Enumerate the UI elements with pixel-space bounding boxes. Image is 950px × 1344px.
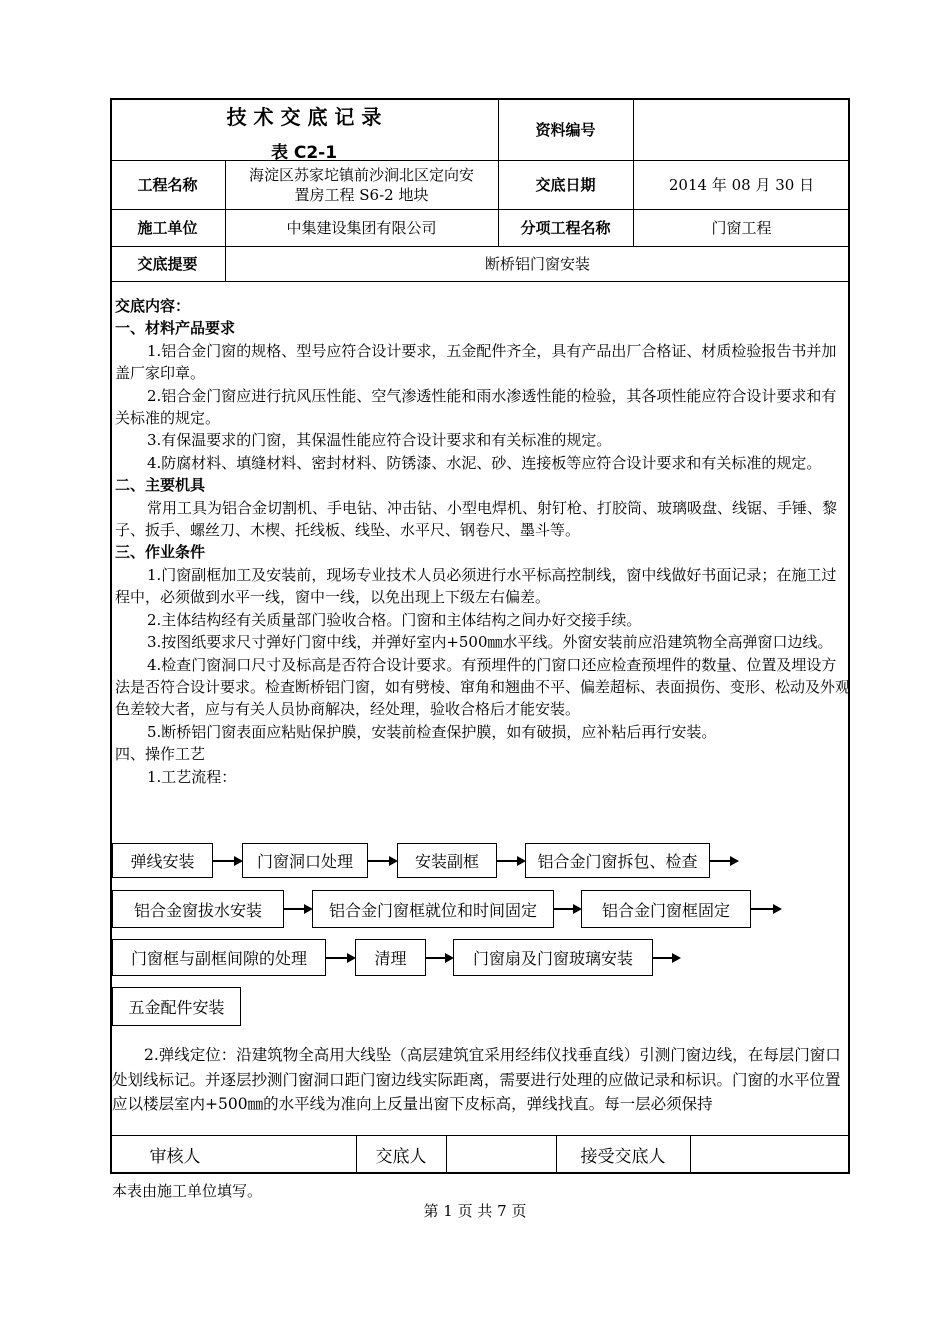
date-label: 交底日期	[535, 176, 596, 194]
col-divider	[690, 1135, 691, 1174]
paragraph: 3.有保温要求的门窗，其保温性能应符合设计要求和有关标准的规定。	[147, 431, 612, 450]
flow-step: 弹线安装	[112, 843, 213, 878]
unit-value: 中集建设集团有限公司	[286, 219, 437, 237]
flow-step: 门窗扇及门窗玻璃安装	[453, 939, 653, 976]
paragraph: 5.断桥铝门窗表面应粘贴保护膜，安装前检查保护膜，如有破损，应补粘后再行安装。	[147, 722, 717, 741]
section-heading: 三、作业条件	[115, 543, 206, 562]
flow-arrow	[554, 908, 574, 910]
receiver-label: 接受交底人	[580, 1147, 666, 1167]
summary-label: 交底提要	[137, 255, 198, 273]
doc-no-value	[633, 98, 850, 160]
project-value-line-2: 置房工程 S6-2 地块	[294, 185, 429, 204]
section-heading: 一、材料产品要求	[115, 319, 236, 338]
unit-label: 施工单位	[137, 219, 198, 237]
content-continued	[112, 1043, 850, 1116]
project-label: 工程名称	[137, 176, 198, 194]
flow-arrow	[284, 908, 305, 910]
content-body	[115, 295, 850, 788]
flow-arrow	[368, 860, 390, 862]
paragraph: 4.防腐材料、填缝材料、密封材料、防锈漆、水泥、砂、连接板等应符合设计要求和有关标准的规定。	[147, 453, 822, 472]
flow-step: 门窗洞口处理	[242, 843, 368, 878]
paragraph: 1.铝合金门窗的规格、型号应符合设计要求，五金配件齐全，具有产品出厂合格证、材质检验报告书并加盖厂家印章。	[115, 341, 837, 383]
summary-value: 断桥铝门窗安装	[484, 255, 590, 273]
form-number: 表 C2-1	[270, 143, 338, 163]
flow-step: 清理	[355, 939, 426, 976]
sub-project-value: 门窗工程	[711, 219, 772, 237]
paragraph: 2.铝合金门窗应进行抗风压性能、空气渗透性能和雨水渗透性能的检验，其各项性能应符合设计要求和有关标准的规定。	[115, 386, 837, 428]
section-heading: 二、主要机具	[115, 476, 206, 495]
paragraph: 2.主体结构经有关质量部门验收合格。门窗和主体结构之间办好交接手续。	[147, 610, 642, 629]
section-heading: 四、操作工艺	[115, 745, 206, 764]
paragraph: 2.弹线定位：沿建筑物全高用大线坠（高层建筑宜采用经纬仪找垂直线）引测门窗边线，在每层门窗口处划线标记。并逐层抄测门窗洞口距门窗边线实际距离，需要进行处理的应做记录和标识。门窗的水平位置应以楼层室内+500㎜的水平线为准向上反量出窗下皮标高，弹线找直。每一层必须保持	[112, 1046, 841, 1113]
project-value-line-1: 海淀区苏家坨镇前沙涧北区定向安	[248, 165, 474, 184]
flow-arrow	[710, 860, 731, 862]
flow-arrow	[326, 957, 348, 959]
flow-arrow	[426, 957, 446, 959]
flow-step: 五金配件安装	[112, 987, 241, 1026]
page-number: 第 1 页 共 7 页	[423, 1202, 527, 1220]
doc-no-label: 资料编号	[535, 120, 596, 139]
flow-arrow	[213, 860, 235, 862]
paragraph: 4.检查门窗洞口尺寸及标高是否符合设计要求。有预埋件的门窗口还应检查预埋件的数量、位置及埋设方法是否符合设计要求。检查断桥铝门窗，如有劈棱、窜角和翘曲不平、偏差超标、表面损伤、变形、松动及外观色差较大者，应与有关人员协商解决，经处理，验收合格后才能安装。	[115, 655, 851, 719]
project-value	[225, 160, 498, 209]
row-divider	[110, 281, 850, 282]
flow-step: 铝合金门窗框就位和时间固定	[312, 890, 554, 928]
flow-step: 安装副框	[397, 843, 497, 878]
flow-arrow	[653, 957, 673, 959]
flow-step: 铝合金门窗拆包、检查	[525, 843, 710, 878]
reviewer-label: 审核人	[149, 1147, 201, 1167]
discloser-label: 交底人	[375, 1147, 427, 1167]
paragraph: 1.门窗副框加工及安装前，现场专业技术人员必须进行水平标高控制线，窗中线做好书面记录；在施工过程中，必须做到水平一线，窗中一线，以免出现上下级左右偏差。	[115, 565, 837, 607]
sub-project-label: 分项工程名称	[520, 219, 611, 237]
content-heading: 交底内容：	[115, 297, 191, 315]
date-value: 2014 年 08 月 30 日	[668, 176, 815, 194]
paragraph: 3.按图纸要求尺寸弹好门窗中线，并弹好室内+500㎜水平线。外窗安装前应沿建筑物全高弹窗口边线。	[147, 633, 833, 652]
col-divider	[446, 1135, 447, 1174]
flow-step: 铝合金窗拔水安装	[112, 890, 284, 928]
flow-step: 铝合金门窗框固定	[581, 890, 751, 928]
flow-step: 门窗框与副框间隙的处理	[112, 939, 326, 976]
flow-arrow	[497, 860, 518, 862]
form-title: 技 术 交 底 记 录	[226, 105, 382, 129]
footer-note: 本表由施工单位填写。	[112, 1182, 263, 1200]
flow-arrow	[751, 908, 774, 910]
paragraph: 1.工艺流程：	[147, 767, 237, 786]
paragraph: 常用工具为铝合金切割机、手电钻、冲击钻、小型电焊机、射钉枪、打胶筒、玻璃吸盘、线锯、手锤、黎子、扳手、螺丝刀、木楔、托线板、线坠、水平尺、钢卷尺、墨斗等。	[115, 498, 838, 540]
